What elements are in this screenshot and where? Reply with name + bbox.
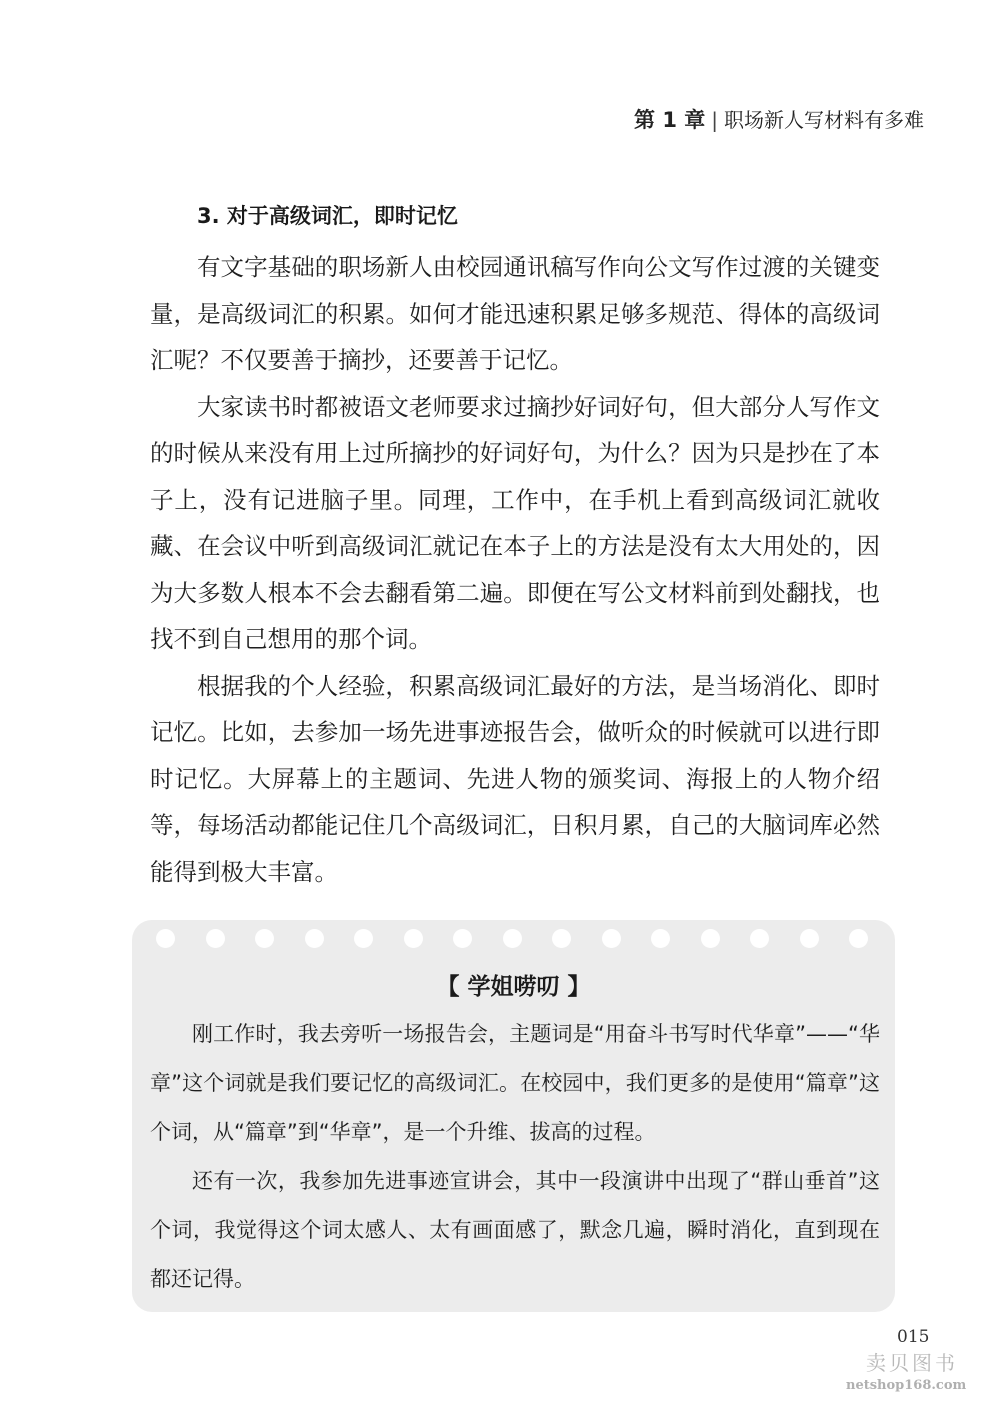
section-title: 3. 对于高级词汇，即时记忆 — [197, 204, 458, 228]
paragraph: 有文字基础的职场新人由校园通讯稿写作向公文写作过渡的关键变量，是高级词汇的积累。如何才能迅速积累足够多规范、得体的高级词汇呢？不仅要善于摘抄，还要善于记忆。 — [150, 253, 880, 374]
tip-box — [132, 920, 895, 1312]
binder-hole — [404, 929, 423, 948]
binder-hole — [206, 929, 225, 948]
chapter-header — [634, 104, 924, 134]
binder-hole — [255, 929, 274, 948]
watermark-cn: 卖贝图书 — [866, 1351, 958, 1375]
chapter-title: 职场新人写材料有多难 — [724, 108, 924, 132]
binder-hole — [503, 929, 522, 948]
watermark-url: netshop168.com — [846, 1378, 967, 1393]
tip-body — [150, 1010, 880, 1304]
binder-hole — [602, 929, 621, 948]
paragraph: 根据我的个人经验，积累高级词汇最好的方法，是当场消化、即时记忆。比如，去参加一场先进事迹报告会，做听众的时候就可以进行即时记忆。大屏幕上的主题词、先进人物的颁奖词、海报上的人物介绍等，每场活动都能记住几个高级词汇，日积月累，自己的大脑词库必然能得到极大丰富。 — [150, 671, 880, 886]
binder-hole — [849, 929, 868, 948]
binder-hole — [750, 929, 769, 948]
binder-hole — [651, 929, 670, 948]
binder-hole — [156, 929, 175, 948]
page-number: 015 — [897, 1327, 930, 1347]
binder-hole — [552, 929, 571, 948]
header-separator: | — [711, 108, 718, 132]
binder-hole — [354, 929, 373, 948]
binder-hole — [800, 929, 819, 948]
notebook-holes — [132, 929, 895, 951]
body-text — [150, 244, 880, 895]
tip-paragraph: 刚工作时，我去旁听一场报告会，主题词是“用奋斗书写时代华章”——“华章”这个词就是我们要记忆的高级词汇。在校园中，我们更多的是使用“篇章”这个词，从“篇章”到“华章”，是一个升维、拔高的过程。 — [150, 1022, 880, 1144]
binder-hole — [453, 929, 472, 948]
tip-paragraph: 还有一次，我参加先进事迹宣讲会，其中一段演讲中出现了“群山垂首”这个词，我觉得这个词太感人、太有画面感了，默念几遍，瞬时消化，直到现在都还记得。 — [150, 1169, 880, 1291]
binder-hole — [701, 929, 720, 948]
chapter-number: 第 1 章 — [634, 108, 706, 132]
paragraph: 大家读书时都被语文老师要求过摘抄好词好句，但大部分人写作文的时候从来没有用上过所摘抄的好词好句，为什么？因为只是抄在了本子上，没有记进脑子里。同理，工作中，在手机上看到高级词汇就收藏、在会议中听到高级词汇就记在本子上的方法是没有太大用处的，因为大多数人根本不会去翻看第二遍。即便在写公文材料前到处翻找，也找不到自己想用的那个词。 — [150, 392, 880, 653]
tip-title: 【 学姐唠叨 】 — [436, 974, 591, 1000]
binder-hole — [305, 929, 324, 948]
